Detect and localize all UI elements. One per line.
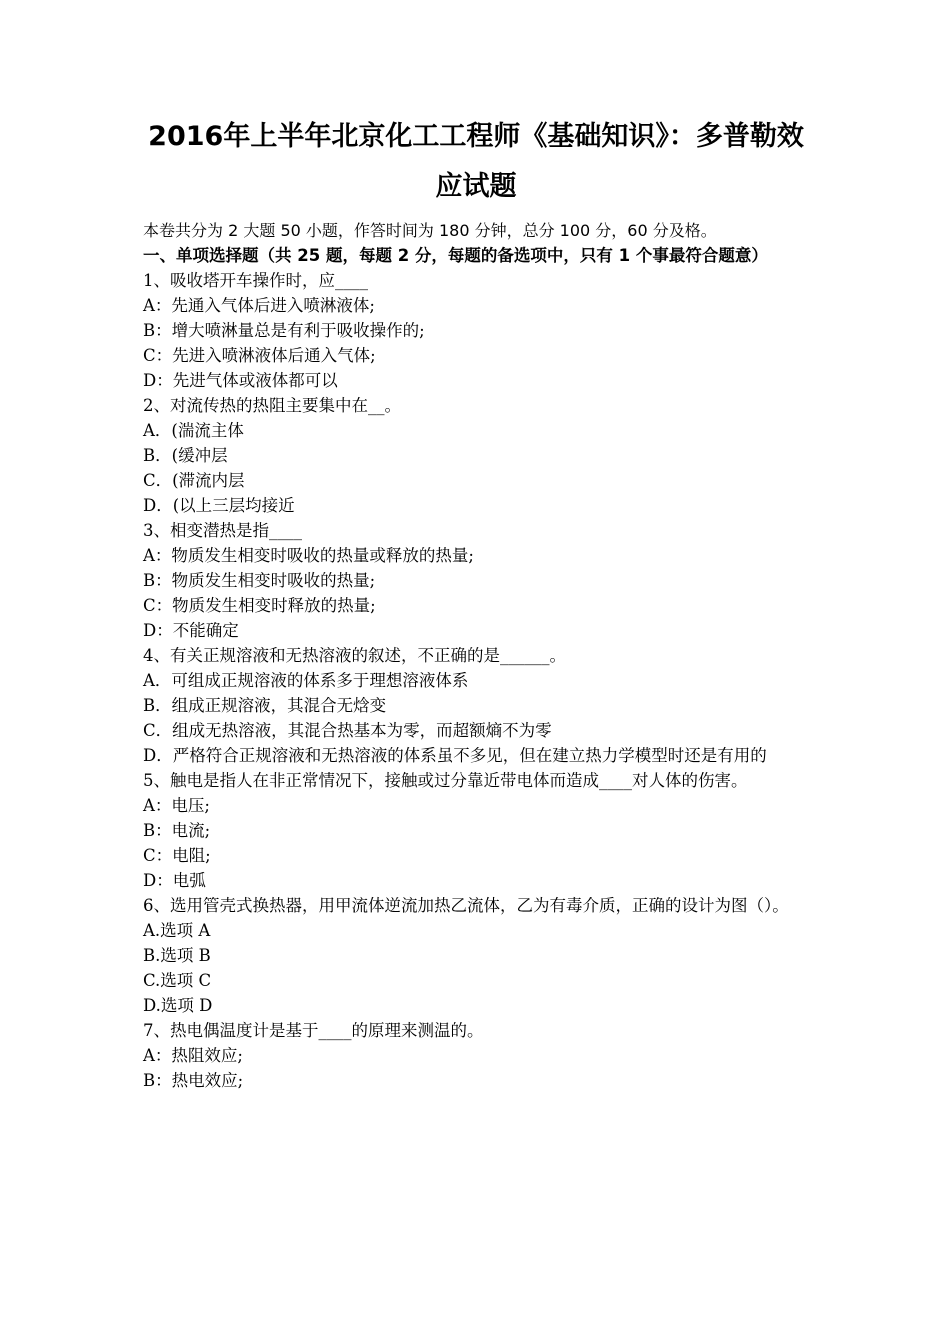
question-1: 1、吸收塔开车操作时，应____ bbox=[143, 271, 368, 290]
question-4: 4、有关正规溶液和无热溶液的叙述，不正确的是______。 bbox=[143, 646, 566, 665]
option-1c: C：先进入喷淋液体后通入气体; bbox=[143, 346, 376, 365]
exam-intro: 本卷共分为 2 大题 50 小题，作答时间为 180 分钟，总分 100 分，60 分及格。 bbox=[143, 221, 717, 240]
question-6: 6、选用管壳式换热器，用甲流体逆流加热乙流体，乙为有毒介质，正确的设计为图（）。 bbox=[143, 896, 789, 915]
option-3a: A：物质发生相变时吸收的热量或释放的热量; bbox=[143, 546, 474, 565]
question-2: 2、对流传热的热阻主要集中在__。 bbox=[143, 396, 401, 415]
question-3: 3、相变潜热是指____ bbox=[143, 521, 302, 540]
option-4a: A．可组成正规溶液的体系多于理想溶液体系 bbox=[143, 671, 469, 690]
option-1a: A：先通入气体后进入喷淋液体; bbox=[143, 296, 375, 315]
option-5c: C：电阻; bbox=[143, 846, 211, 865]
option-3b: B：物质发生相变时吸收的热量; bbox=[143, 571, 376, 590]
option-2d: D．(以上三层均接近 bbox=[143, 496, 295, 515]
option-2b: B．(缓冲层 bbox=[143, 446, 228, 465]
option-3d: D：不能确定 bbox=[143, 621, 239, 640]
option-6b: B.选项 B bbox=[143, 946, 211, 965]
option-5a: A：电压; bbox=[143, 796, 210, 815]
question-5: 5、触电是指人在非正常情况下，接触或过分靠近带电体而造成____对人体的伤害。 bbox=[143, 771, 748, 790]
option-1b: B：增大喷淋量总是有利于吸收操作的; bbox=[143, 321, 425, 340]
option-6c: C.选项 C bbox=[143, 971, 212, 990]
option-7b: B：热电效应; bbox=[143, 1071, 244, 1090]
document-body bbox=[143, 218, 815, 1093]
option-7a: A：热阻效应; bbox=[143, 1046, 243, 1065]
option-1d: D：先进气体或液体都可以 bbox=[143, 371, 338, 390]
section-heading: 一、单项选择题（共 25 题，每题 2 分，每题的备选项中，只有 1 个事最符合题意） bbox=[143, 246, 768, 265]
option-2a: A．(湍流主体 bbox=[143, 421, 244, 440]
question-7: 7、热电偶温度计是基于____的原理来测温的。 bbox=[143, 1021, 484, 1040]
option-4d: D．严格符合正规溶液和无热溶液的体系虽不多见，但在建立热力学模型时还是有用的 bbox=[143, 746, 767, 765]
option-2c: C．(滞流内层 bbox=[143, 471, 245, 490]
option-3c: C：物质发生相变时释放的热量; bbox=[143, 596, 376, 615]
option-5b: B：电流; bbox=[143, 821, 211, 840]
option-6a: A.选项 A bbox=[143, 921, 211, 940]
option-6d: D.选项 D bbox=[143, 996, 213, 1015]
option-4b: B．组成正规溶液，其混合无焓变 bbox=[143, 696, 387, 715]
option-5d: D：电弧 bbox=[143, 871, 206, 890]
document-title: 2016年上半年北京化工工程师《基础知识》：多普勒效应试题 bbox=[148, 121, 804, 202]
option-4c: C．组成无热溶液，其混合热基本为零，而超额熵不为零 bbox=[143, 721, 552, 740]
